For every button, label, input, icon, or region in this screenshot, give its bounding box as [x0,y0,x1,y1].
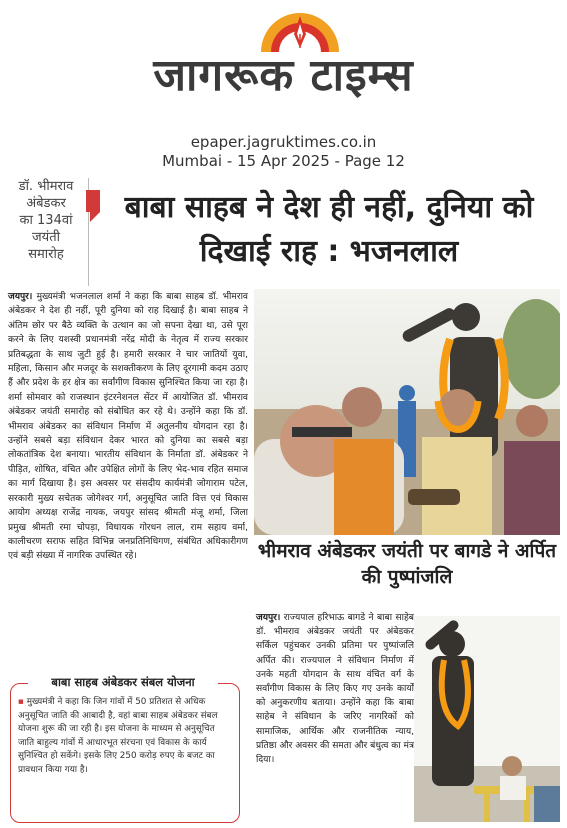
edition-dateline: Mumbai - 15 Apr 2025 - Page 12 [162,152,405,170]
photo-caption-headline[interactable]: भीमराव अंबेडकर जयंती पर बागडे ने अर्पित की पुष्पांजलि [257,540,557,588]
article-text: मुख्यमंत्री भजनलाल शर्मा ने कहा कि बाबा साहब डॉ. भीमराव अंबेडकर ने देश ही नहीं, पूरी दुनिया को राह दिखाई है। बाबा साहब ने अंतिम छोर पर बैठे व्यक्ति के उत्थान का जो सपना देखा था, उसे पूरा करने के लिए यशस्वी प्रधानमंत्री नरेंद्र मोदी के नेतृत्व में राज्य सरकार प्रतिबद्धता के साथ जुटी हुई है। हमारी सरकार ने चार जातियों युवा, महिला, किसान और मजदूर के सशक्तीकरण के लिए दूरगामी कदम उठाए हैं और प्रदेश के हर क्षेत्र का सर्वांगीण विकास सुनिश्चित किया जा रहा है। शर्मा सोमवार को राजस्थान इंटरनेशनल सेंटर में आयोजित डॉ. भीमराव अंबेडकर जयंती समारोह को संबोधित कर रहे थे। उन्होंने कहा कि डॉ. भीमराव अंबेडकर का संविधान निर्माण में अतुलनीय योगदान रहा है। उन्होंने सबसे बड़ा संविधान देकर भारत को दुनिया का सबसे बड़ा लोकतांत्रिक देश बनाया। भारतीय संविधान के निर्माता डॉ. अंबेडकर ने पीड़ित, शोषित, वंचित और उपेक्षित लोगों के लिए भेद-भाव रहित समाज का मार्ग दिखाया है। इस अवसर पर संसदीय कार्यमंत्री जोगाराम पटेल, सरकारी मुख्य सचेतक जोगेश्वर गर्ग, अनुसूचित जाति वित्त एवं विकास आयोग अध्यक्ष राजेंद्र नायक, जयपुर सांसद श्रीमती मंजू शर्मा, जिला प्रमुख श्रीमती रमा चोपड़ा, विधायक गोरधन लाल, राम सहाय वर्मा, कालीचरण सराफ सहित विभिन्न जनप्रतिनिधिगण, संबंधित अधिकारीगण एवं बड़ी संख्या में नागरिक उपस्थित रहे। [8,292,248,562]
scheme-title: बाबा साहब अंबेडकर संबल योजना [28,673,218,691]
side-box-line: का 134वां [19,213,73,228]
main-headline[interactable]: बाबा साहब ने देश ही नहीं, दुनिया को दिखाई राह : भजनलाल [124,190,534,269]
governor-article-body [256,611,414,767]
dateline-place: जयपुर। [8,292,33,302]
statue-photo[interactable] [414,616,560,822]
side-box-line: अंबेडकर [26,196,66,211]
masthead-title: जागरूक टाइम्स [153,50,414,101]
dateline-place: जयपुर। [256,613,281,623]
main-article-body [8,290,248,564]
side-box-line: जयंती [32,230,60,245]
scheme-text: मुख्यमंत्री ने कहा कि जिन गांवों में 50 प्रतिशत से अधिक अनुसूचित जाति की आबादी है, वहां बाबा साहब अंबेडकर संबल योजना शुरू की जा रही है। इस योजना के माध्यम से अनुसूचित जाति बाहुल्य गांवों में आधारभूत संरचना एवं विकास के कार्य सुनिश्चित हो सकेंगे। इसके लिए 250 करोड़ रुपए के बजट का प्रावधान किया गया है। [18,697,218,775]
event-photo[interactable] [254,289,560,535]
bullet-icon: ▪ [18,697,24,707]
event-side-box [4,178,89,286]
masthead-logo-emblem [257,6,343,52]
epaper-url[interactable]: epaper.jagruktimes.co.in [190,133,377,151]
side-box-line: डॉ. भीमराव [18,179,74,194]
article-text: राज्यपाल हरिभाऊ बागडे ने बाबा साहेब डॉ. भीमराव अंबेडकर जयंती पर अंबेडकर सर्किल पहुंचकर उनकी प्रतिमा पर पुष्पांजलि अर्पित की। राज्यपाल ने संविधान निर्माण में उनके महती योगदान के साथ वंचित वर्ग के सर्वांगीण विकास के लिए किए गए उनके कार्यों को अनुकरणीय बताया। उन्होंने कहा कि बाबा साहेब ने संविधान के जरिए नागरिकों को सामाजिक, आर्थिक और राजनीतिक न्याय, प्रतिष्ठा और अवसर की समता और बंधुत्व का मंत्र दिया। [256,613,414,766]
side-box-line: समारोह [28,247,64,262]
scheme-body [18,696,232,778]
